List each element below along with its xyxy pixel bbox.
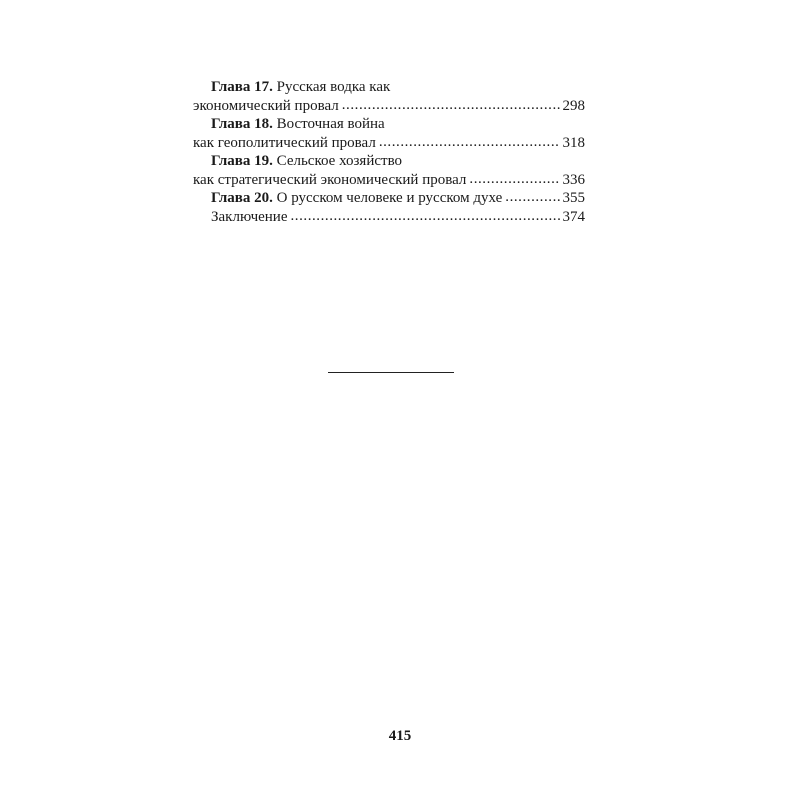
dot-leader	[379, 133, 560, 152]
dot-leader	[469, 170, 559, 189]
toc-entry-18-heading	[193, 115, 585, 134]
dot-leader	[505, 188, 559, 207]
chapter-title-continued: как стратегический экономический провал	[193, 171, 467, 188]
chapter-number: Глава 20.	[211, 190, 273, 206]
chapter-title: Русская водка как	[272, 79, 391, 95]
conclusion-title: Заключение	[211, 208, 288, 225]
dot-leader	[342, 96, 560, 115]
toc-entry-conclusion-line	[193, 208, 585, 227]
chapter-title-continued: как геополитический провал	[193, 134, 376, 151]
toc-entry-19-heading	[193, 152, 585, 171]
toc-entry-17-line	[193, 97, 585, 116]
table-of-contents	[193, 78, 585, 226]
page-folio-number: 415	[388, 728, 412, 744]
page-number: 374	[562, 208, 585, 225]
toc-entry-20-line	[193, 189, 585, 208]
page-number: 298	[562, 97, 585, 114]
chapter-number: Глава 17.	[211, 79, 273, 95]
chapter-number: Глава 19.	[211, 153, 273, 169]
separator-rule	[328, 372, 454, 373]
chapter-title: Сельское хозяйство	[272, 153, 403, 169]
toc-entry-19-line	[193, 171, 585, 190]
chapter-number: Глава 18.	[211, 116, 273, 132]
chapter-title-continued: экономический провал	[193, 97, 339, 114]
chapter-title: О русском человеке и русском духе	[272, 190, 503, 206]
page-number: 318	[562, 134, 585, 151]
toc-entry-18-line	[193, 134, 585, 153]
dot-leader	[291, 207, 560, 226]
page-number: 336	[562, 171, 585, 188]
page-number: 355	[562, 190, 585, 206]
toc-entry-17-heading	[193, 78, 585, 97]
chapter-title: Восточная война	[272, 116, 385, 132]
